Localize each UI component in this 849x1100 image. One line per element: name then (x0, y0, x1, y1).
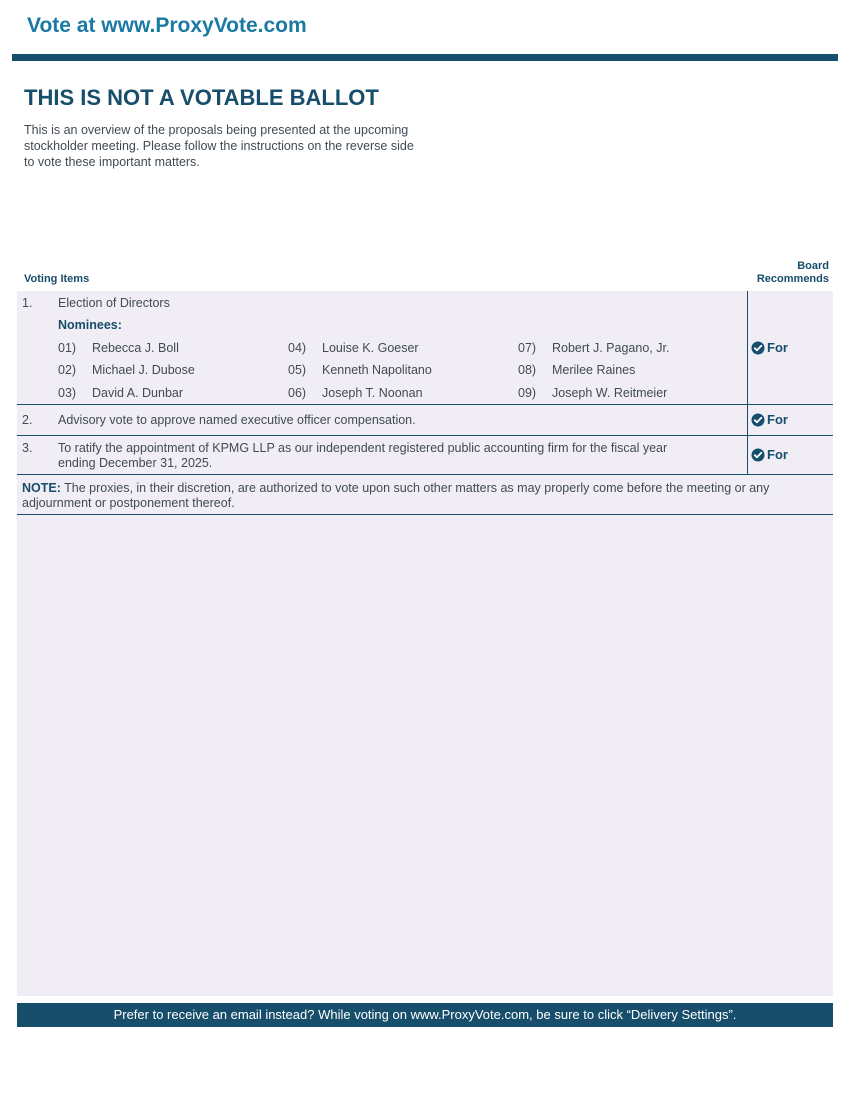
note-divider (17, 514, 833, 515)
nominee-number: 08) (518, 363, 537, 377)
nominee-name: Louise K. Goeser (322, 341, 419, 355)
check-circle-icon (751, 413, 765, 427)
nominee-number: 01) (58, 341, 77, 355)
check-circle-icon (751, 341, 765, 355)
row-divider (17, 404, 833, 405)
row-divider (17, 474, 833, 475)
nominee-number: 02) (58, 363, 77, 377)
item-3-number: 3. (22, 441, 33, 455)
nominee-name: Kenneth Napolitano (322, 363, 432, 377)
proxyvote-link[interactable]: Vote at www.ProxyVote.com (27, 14, 307, 37)
page-title: THIS IS NOT A VOTABLE BALLOT (24, 85, 379, 110)
intro-text: This is an overview of the proposals being presented at the upcoming stockholder meeting. Please follow the instructions on the reverse side to vote these important matters. (24, 123, 414, 169)
item-1-recommendation: For (751, 340, 788, 355)
nominee-name: Joseph T. Noonan (322, 386, 423, 400)
item-3-recommendation: For (751, 447, 788, 462)
item-3-text-line1: To ratify the appointment of KPMG LLP as our independent registered public accounting firm for the fiscal year (58, 441, 668, 455)
item-2-text: Advisory vote to approve named executive officer compensation. (58, 413, 416, 427)
nominees-label: Nominees: (58, 318, 122, 332)
board-recommends-heading: Board Recommends (756, 260, 829, 285)
nominee-number: 04) (288, 341, 307, 355)
item-1-text: Election of Directors (58, 296, 170, 310)
nominee-name: Merilee Raines (552, 363, 636, 377)
nominee-number: 07) (518, 341, 537, 355)
nominee-name: David A. Dunbar (92, 386, 184, 400)
note-text: NOTE: The proxies, in their discretion, are authorized to vote upon such other matters as may properly come before the meeting or any adjournment or postponement thereof. (22, 481, 770, 510)
voting-items-heading: Voting Items (24, 273, 90, 285)
row-divider (17, 435, 833, 436)
item-2-recommendation: For (751, 412, 788, 427)
item-2-number: 2. (22, 413, 33, 427)
note-label: NOTE: (22, 481, 61, 495)
footer-banner: Prefer to receive an email instead? While voting on www.ProxyVote.com, be sure to click “Delivery Settings”. (17, 1003, 833, 1027)
nominee-number: 05) (288, 363, 307, 377)
check-circle-icon (751, 448, 765, 462)
header-rule (12, 54, 838, 61)
item-1-number: 1. (22, 296, 33, 310)
nominee-name: Joseph W. Reitmeier (552, 386, 668, 400)
recommendation-column-divider (747, 291, 748, 474)
nominee-number: 03) (58, 386, 77, 400)
nominee-number: 06) (288, 386, 307, 400)
nominee-name: Rebecca J. Boll (92, 341, 179, 355)
nominee-name: Robert J. Pagano, Jr. (552, 341, 670, 355)
nominee-number: 09) (518, 386, 537, 400)
item-3-text-line2: ending December 31, 2025. (58, 456, 213, 470)
nominee-name: Michael J. Dubose (92, 363, 195, 377)
